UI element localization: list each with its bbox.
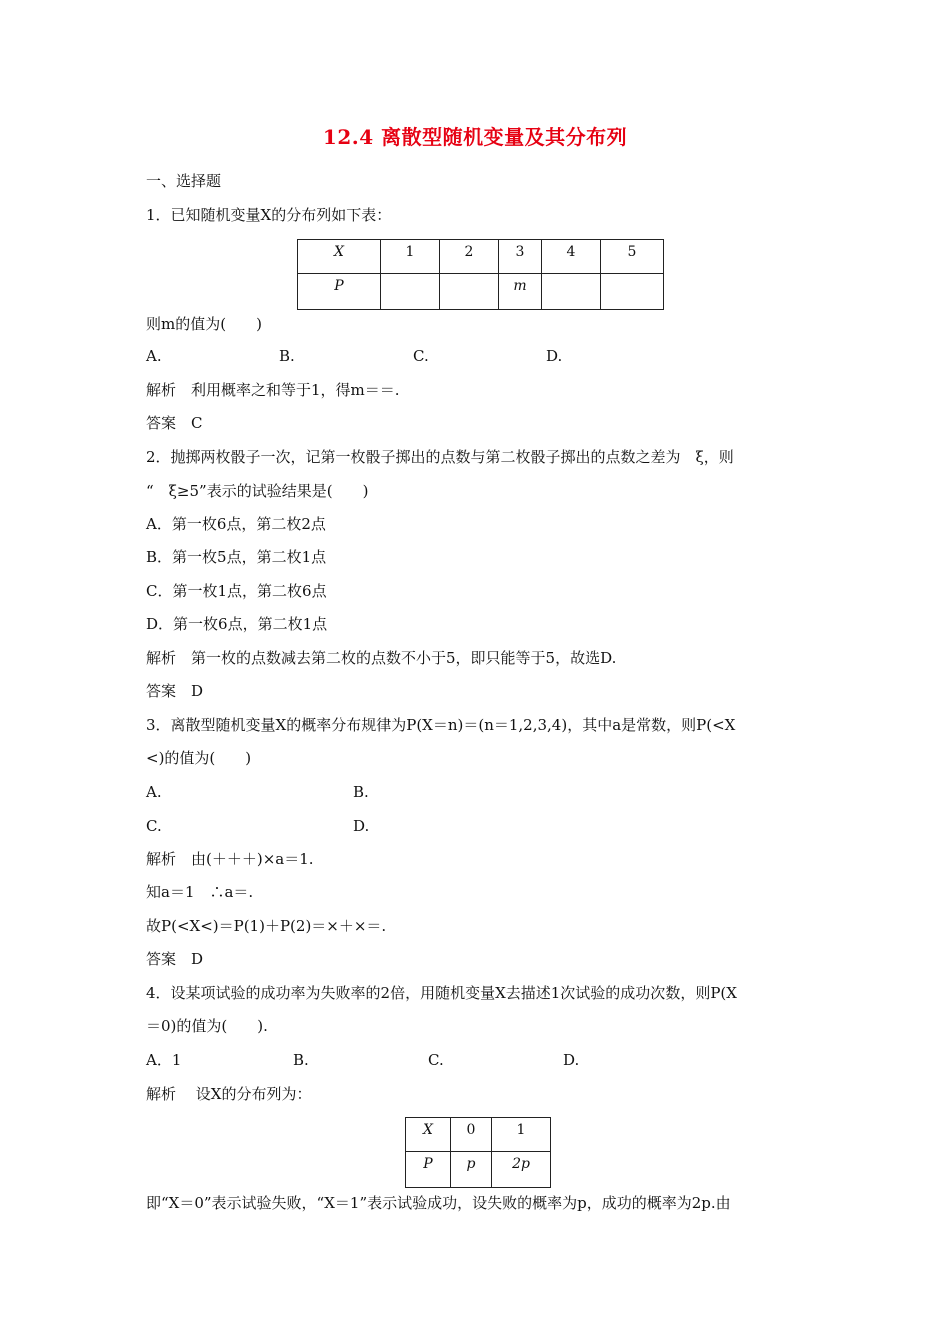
- q4-continuation: 即“X＝0”表示试验失败，“X＝1”表示试验成功，设失败的概率为p，成功的概率为2p.由: [146, 1194, 731, 1212]
- q2-stem-line2: “ ξ≥5”表示的试验结果是( ): [146, 482, 369, 500]
- q1-table-cell: m: [499, 274, 542, 310]
- q4-option-c: C.: [428, 1051, 444, 1069]
- q1-table-cell: [542, 274, 601, 310]
- q1-option-a: A.: [146, 347, 162, 365]
- q4-distribution-table: [405, 1117, 551, 1188]
- q4-stem-line1: 4．设某项试验的成功率为失败率的2倍，用随机变量X去描述1次试验的成功次数，则P(X: [146, 984, 737, 1002]
- q3-analysis-line3: 故P(<X<)＝P(1)＋P(2)＝×＋×＝.: [146, 917, 387, 935]
- q1-table-cell: [601, 274, 664, 310]
- q3-stem-line1: 3．离散型随机变量X的概率分布规律为P(X＝n)＝(n＝1,2,3,4)，其中a是常数，则P(<X: [146, 716, 736, 734]
- q3-option-d: D.: [353, 817, 370, 835]
- q3-analysis-line2: 知a＝1 ∴a＝.: [146, 883, 254, 901]
- q3-stem-line2: <)的值为( ): [146, 749, 252, 767]
- q1-table-cell: [381, 274, 440, 310]
- q1-distribution-table: [297, 239, 664, 310]
- q4-table-cell: 0: [451, 1118, 492, 1152]
- q4-option-d: D.: [563, 1051, 580, 1069]
- q1-table-cell: 2: [440, 240, 499, 274]
- q4-option-a: A．1: [146, 1051, 182, 1069]
- q2-answer: 答案 D: [146, 682, 204, 700]
- q1-answer: 答案 C: [146, 414, 203, 432]
- q1-option-c: C.: [413, 347, 429, 365]
- section-heading: 一、选择题: [146, 172, 222, 190]
- q1-table-cell: [440, 274, 499, 310]
- q4-stem-line2: ＝0)的值为( ).: [146, 1017, 268, 1035]
- q1-option-b: B.: [279, 347, 295, 365]
- q2-option-a: A．第一枚6点，第二枚2点: [146, 515, 326, 533]
- page-title: 12.4 离散型随机变量及其分布列: [322, 125, 628, 149]
- q2-analysis: 解析 第一枚的点数减去第二枚的点数不小于5，即只能等于5，故选D.: [146, 649, 617, 667]
- q4-option-b: B.: [293, 1051, 309, 1069]
- q2-option-d: D．第一枚6点，第二枚1点: [146, 615, 328, 633]
- q1-analysis: 解析 利用概率之和等于1，得m＝＝.: [146, 381, 400, 399]
- q1-stem: 1．已知随机变量X的分布列如下表：: [146, 206, 392, 224]
- q1-table-cell: 3: [499, 240, 542, 274]
- q1-table-cell: X: [298, 240, 381, 274]
- q3-option-a: A.: [146, 783, 162, 801]
- q3-answer: 答案 D: [146, 950, 204, 968]
- q2-option-c: C．第一枚1点，第二枚6点: [146, 582, 327, 600]
- q1-table-cell: 5: [601, 240, 664, 274]
- q4-table-cell: P: [406, 1152, 451, 1188]
- q1-ask: 则m的值为( ): [146, 315, 262, 333]
- q2-option-b: B．第一枚5点，第二枚1点: [146, 548, 327, 566]
- q4-table-cell: 2p: [492, 1152, 551, 1188]
- q3-option-b: B.: [353, 783, 369, 801]
- q1-option-d: D.: [546, 347, 563, 365]
- q1-table-cell: 1: [381, 240, 440, 274]
- q4-table-cell: X: [406, 1118, 451, 1152]
- q2-stem-line1: 2．抛掷两枚骰子一次，记第一枚骰子掷出的点数与第二枚骰子掷出的点数之差为 ξ，则: [146, 448, 734, 466]
- q4-table-cell: p: [451, 1152, 492, 1188]
- q4-table-cell: 1: [492, 1118, 551, 1152]
- q3-analysis-line1: 解析 由(＋＋＋)×a＝1.: [146, 850, 314, 868]
- q3-option-c: C.: [146, 817, 162, 835]
- q4-analysis: 解析 设X的分布列为：: [146, 1085, 312, 1103]
- q1-table-cell: P: [298, 274, 381, 310]
- q1-table-cell: 4: [542, 240, 601, 274]
